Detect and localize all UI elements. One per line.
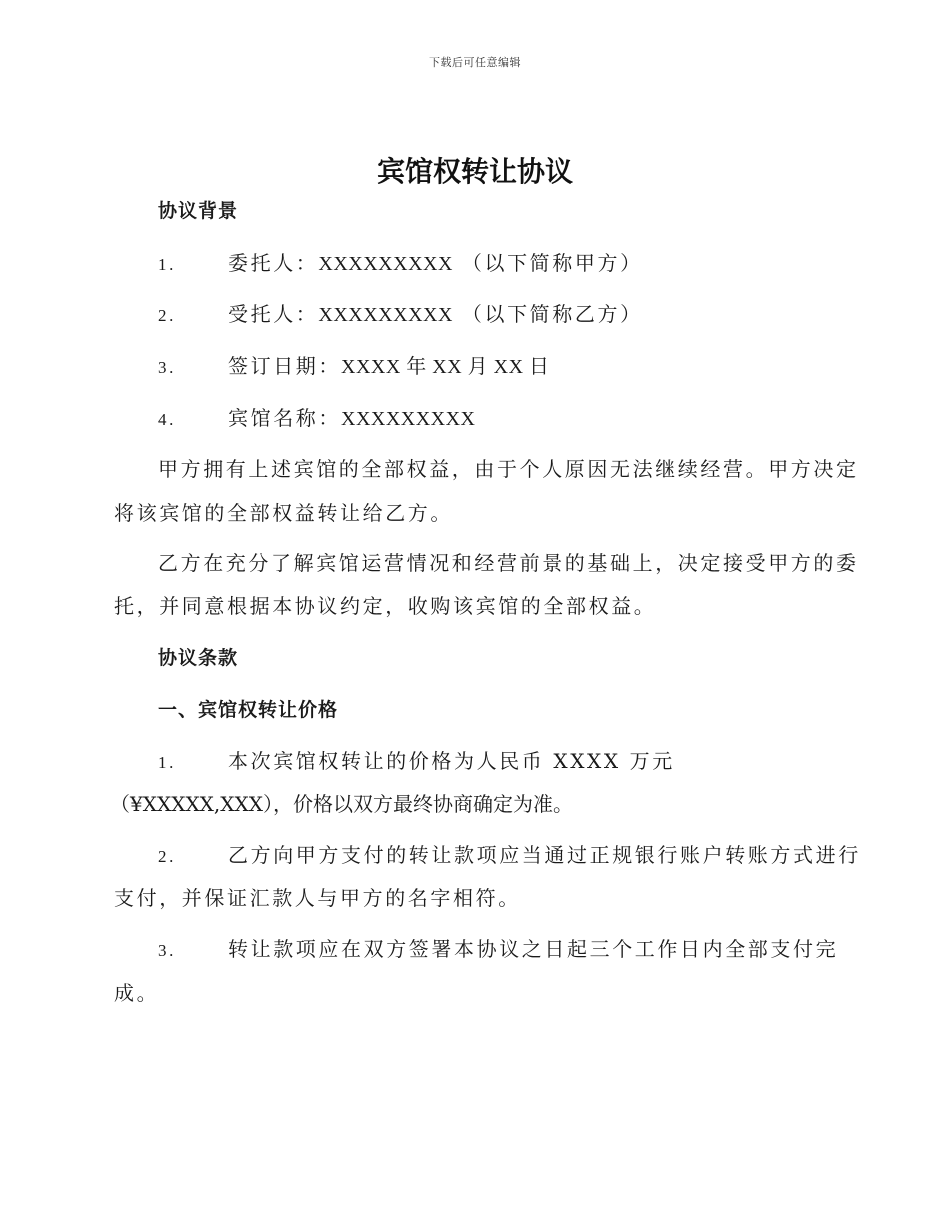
paragraph-2-line-2: 托，并同意根据本协议约定，收购该宾馆的全部权益。 — [114, 594, 657, 618]
item-value: XXXX 年 XX 月 XX 日 — [341, 356, 550, 378]
background-item-3 — [158, 352, 878, 382]
item-label: 委托人： — [228, 251, 319, 275]
clause-number: 3. — [158, 941, 176, 960]
section-heading-price: 一、宾馆权转让价格 — [158, 699, 339, 721]
item-value: XXXXXXXXX — [318, 304, 453, 326]
background-item-2 — [158, 300, 878, 330]
background-item-1 — [158, 249, 878, 279]
item-number: 3. — [158, 358, 176, 377]
item-number: 2. — [158, 306, 176, 325]
item-label: 宾馆名称： — [228, 406, 341, 430]
item-suffix: （以下简称乙方） — [461, 302, 643, 326]
header-note: 下载后可任意编辑 — [429, 56, 521, 69]
clause-number: 1. — [158, 753, 176, 772]
paragraph-2-line-1: 乙方在充分了解宾馆运营情况和经营前景的基础上，决定接受甲方的委 — [158, 551, 859, 575]
paragraph-1-line-2: 将该宾馆的全部权益转让给乙方。 — [114, 501, 453, 525]
clause-1-line-2: （¥XXXXX,XXX），价格以双方最终协商确定为准。 — [110, 792, 573, 816]
item-value: XXXXXXXXX — [341, 408, 476, 430]
clause-1-line-1 — [158, 747, 878, 777]
paragraph-1-line-1: 甲方拥有上述宾馆的全部权益，由于个人原因无法继续经营。甲方决定 — [158, 457, 859, 481]
item-label: 受托人： — [228, 302, 319, 326]
background-item-4 — [158, 404, 878, 434]
clause-text: 转让款项应在双方签署本协议之日起三个工作日内全部支付完 — [228, 937, 839, 961]
clause-text: 乙方向甲方支付的转让款项应当通过正规银行账户转账方式进行 — [228, 843, 861, 867]
item-value: XXXXXXXXX — [318, 253, 453, 275]
section-heading-terms: 协议条款 — [158, 647, 239, 669]
section-heading-background: 协议背景 — [158, 200, 239, 222]
clause-text: 本次宾馆权转让的价格为人民币 XXXX 万元 — [228, 749, 675, 773]
item-label: 签订日期： — [228, 354, 341, 378]
clause-number: 2. — [158, 847, 176, 866]
item-suffix: （以下简称甲方） — [461, 251, 643, 275]
clause-3-line-1 — [158, 935, 878, 965]
clause-2-line-2: 支付，并保证汇款人与甲方的名字相符。 — [114, 886, 521, 910]
clause-3-line-2: 成。 — [114, 981, 160, 1005]
clause-2-line-1 — [158, 841, 878, 871]
document-title: 宾馆权转让协议 — [376, 155, 573, 188]
item-number: 1. — [158, 255, 176, 274]
item-number: 4. — [158, 410, 176, 429]
